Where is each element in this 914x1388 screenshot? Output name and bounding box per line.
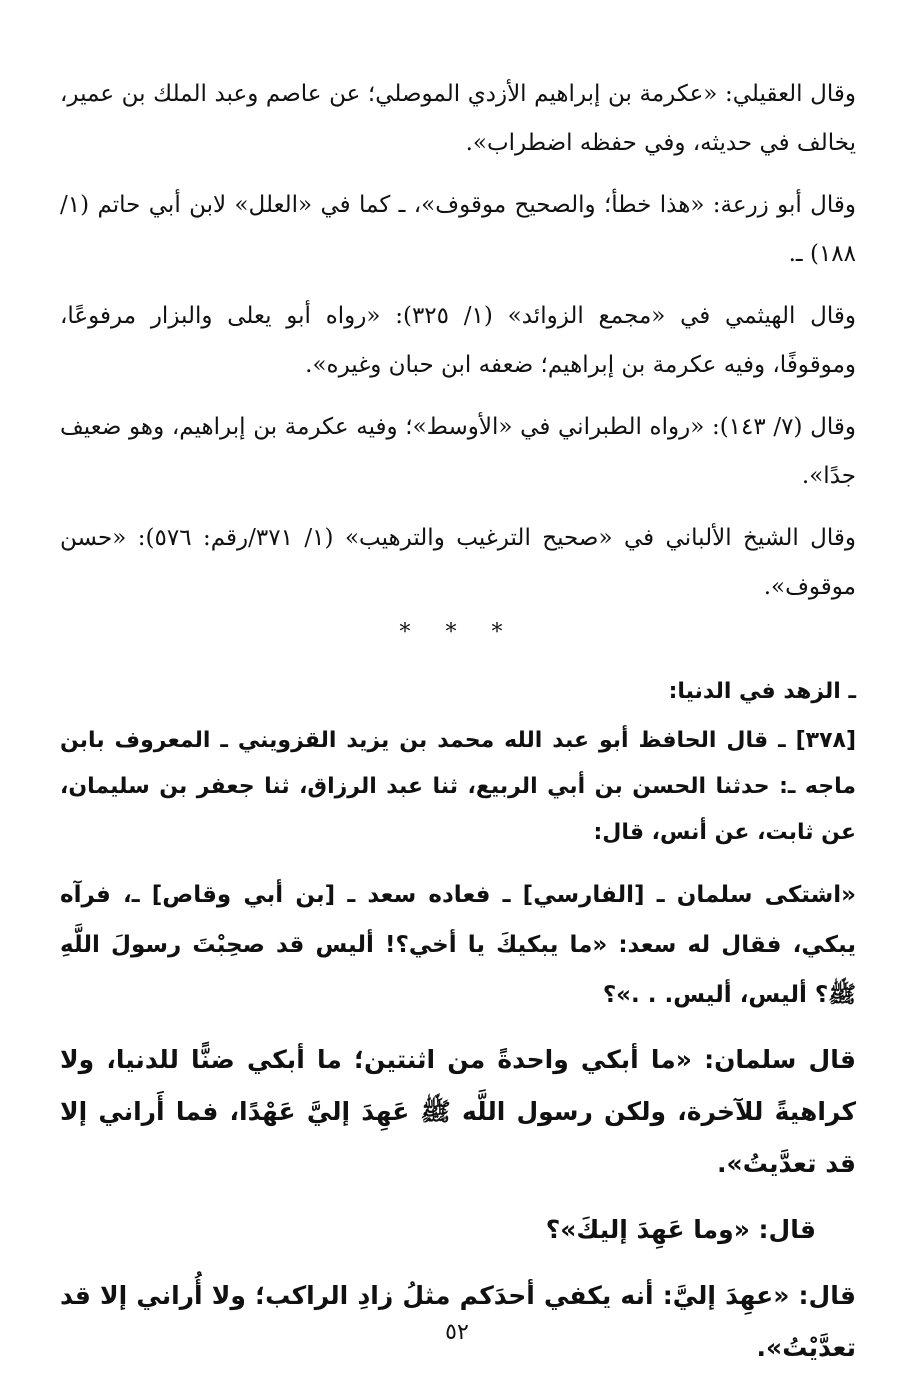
hadith-matn-answer: قال: «عهِدَ إليَّ: أنه يكفي أحدَكم مثلُ زادِ الراكب؛ ولا أُراني إلا قد تعدَّيْتُ».: [60, 1281, 856, 1362]
footnote-haythami-awsat: وقال (٧/ ١٤٣): «رواه الطبراني في «الأوسط»؛ وفيه عكرمة بن إبراهيم، وهو ضعيف جدًا».: [60, 414, 857, 489]
page-body: [60, 70, 856, 1388]
footnote-albani: وقال الشيخ الألباني في «صحيح الترغيب والترهيب» (١/ ٣٧١/رقم: ٥٧٦): «حسن موقوف».: [60, 525, 857, 600]
hadith-isnad: [٣٧٨] ـ قال الحافظ أبو عبد الله محمد بن يزيد القزويني ـ المعروف بابن ماجه ـ: حدثنا الحسن بن أبي الربيع، ثنا عبد الرزاق، ثنا جعفر بن سليمان، عن ثابت، عن أنس، قال:: [60, 728, 856, 845]
hadith-matn-intro: «اشتكى سلمان ـ [الفارسي] ـ فعاده سعد ـ [بن أبي وقاص] ـ، فرآه يبكي، فقال له سعد: «ما يبكيكَ يا أخي؟! أليس قد صحِبْتَ رسولَ اللَّهِ ﷺ؟ أليس، أليس. . .»؟: [60, 882, 856, 1008]
section-separator: * * *: [399, 620, 517, 645]
footnote-aqili: وقال العقيلي: «عكرمة بن إبراهيم الأزدي الموصلي؛ عن عاصم وعبد الملك بن عمير، يخالف في حديثه، وفي حفظه اضطراب».: [60, 81, 856, 156]
page-number: ٥٢: [445, 1320, 469, 1345]
hadith-matn-question: قال: «وما عَهِدَ إليكَ»؟: [545, 1215, 816, 1244]
hadith-matn-salman-reply: قال سلمان: «ما أبكي واحدةً من اثنتين؛ ما أبكي ضنًّا للدنيا، ولا كراهيةً للآخرة، ولكن رسول اللَّه ﷺ عَهِدَ إليَّ عَهْدًا، فما أَراني إلا قد تعدَّيتُ».: [60, 1045, 856, 1178]
footnote-abu-zurah: وقال أبو زرعة: «هذا خطأ؛ والصحيح موقوف»، ـ كما في «العلل» لابن أبي حاتم (١/ ١٨٨) ـ.: [60, 192, 856, 267]
footnote-haythami: وقال الهيثمي في «مجمع الزوائد» (١/ ٣٢٥): «رواه أبو يعلى والبزار مرفوعًا، وموقوفًا، وفيه عكرمة بن إبراهيم؛ ضعفه ابن حبان وغيره».: [60, 303, 856, 378]
section-heading: ـ الزهد في الدنيا:: [668, 679, 856, 704]
